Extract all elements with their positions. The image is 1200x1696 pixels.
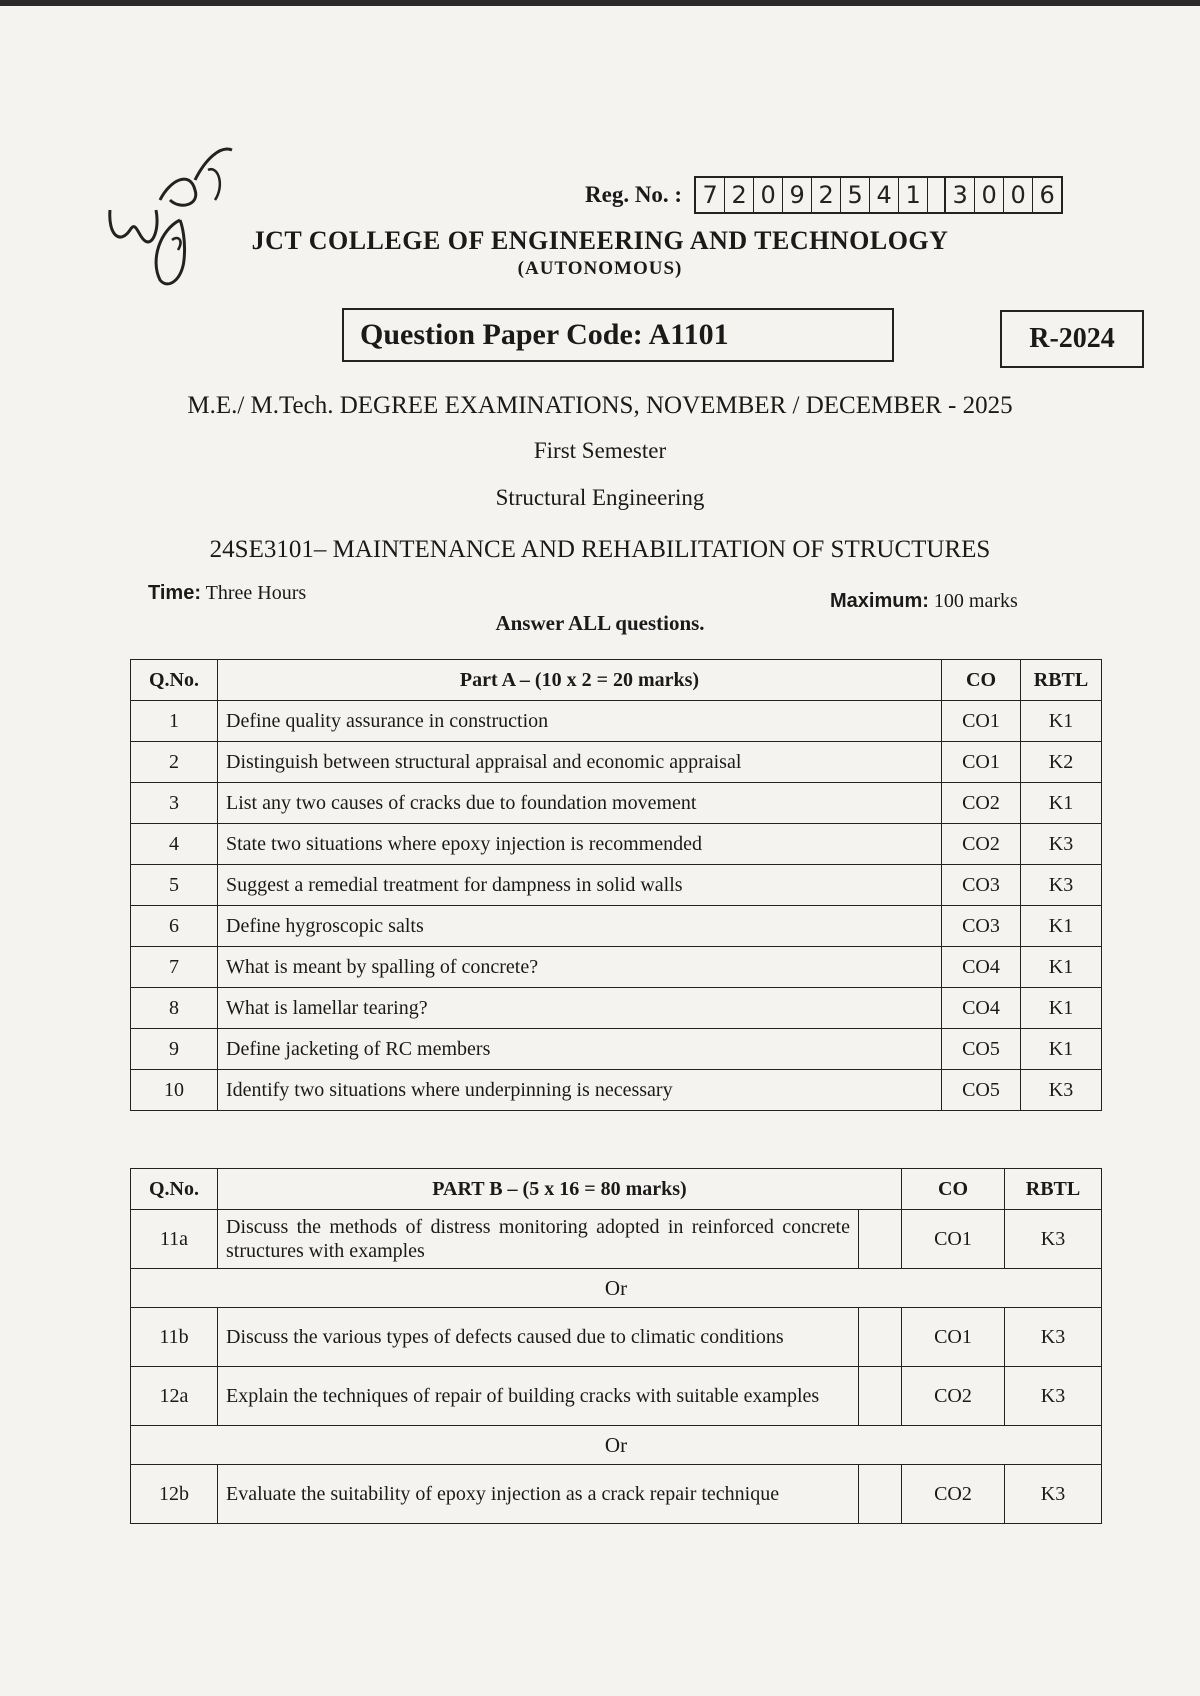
or-label: Or (131, 1426, 1102, 1465)
course-outcome: CO2 (942, 824, 1021, 865)
table-row (131, 1029, 1102, 1070)
question-number: 7 (131, 947, 218, 988)
rbtl-level: K1 (1021, 1029, 1102, 1070)
question-number: 10 (131, 1070, 218, 1111)
rbtl-level: K1 (1021, 783, 1102, 824)
reg-number-boxes (694, 176, 1063, 214)
course-outcome: CO1 (902, 1210, 1005, 1269)
reg-digit-box: 2 (725, 178, 754, 212)
question-number: 12b (131, 1465, 218, 1524)
table-row (131, 742, 1102, 783)
question-text: Explain the techniques of repair of building cracks with suitable examples (218, 1367, 859, 1426)
rbtl-level: K1 (1021, 701, 1102, 742)
question-number: 3 (131, 783, 218, 824)
question-number: 1 (131, 701, 218, 742)
table-row (131, 865, 1102, 906)
table-row (131, 947, 1102, 988)
question-text: Define jacketing of RC members (218, 1029, 942, 1070)
question-text: What is meant by spalling of concrete? (218, 947, 942, 988)
question-text: Define hygroscopic salts (218, 906, 942, 947)
question-paper-code: Question Paper Code: A1101 (342, 308, 894, 362)
reg-digit-box: 0 (975, 178, 1004, 212)
question-number: 12a (131, 1367, 218, 1426)
part-b-table (130, 1168, 1102, 1524)
rbtl-level: K3 (1005, 1465, 1102, 1524)
question-text: Evaluate the suitability of epoxy injection as a crack repair technique (218, 1465, 859, 1524)
part-a-co-header: CO (942, 660, 1021, 701)
college-status: (AUTONOMOUS) (517, 258, 683, 279)
blank-cell (859, 1210, 902, 1269)
reg-digit-box: 6 (1039, 181, 1055, 209)
course-outcome: CO1 (942, 701, 1021, 742)
or-separator-row (131, 1269, 1102, 1308)
part-a-header-row (131, 660, 1102, 701)
course-outcome: CO5 (942, 1029, 1021, 1070)
time-value: Three Hours (205, 582, 307, 604)
reg-digit-box: 0 (1004, 178, 1033, 212)
rbtl-level: K3 (1021, 1070, 1102, 1111)
course-outcome: CO1 (902, 1308, 1005, 1367)
question-number: 4 (131, 824, 218, 865)
question-text: Suggest a remedial treatment for dampness in solid walls (218, 865, 942, 906)
blank-cell (859, 1465, 902, 1524)
rbtl-level: K3 (1021, 824, 1102, 865)
part-b-header-row (131, 1169, 1102, 1210)
regulation-code: R-2024 (1000, 310, 1144, 368)
question-text: State two situations where epoxy injection is recommended (218, 824, 942, 865)
reg-digit-box: 5 (841, 178, 870, 212)
part-a-rbtl-header: RBTL (1021, 660, 1102, 701)
table-row (131, 783, 1102, 824)
time-duration (148, 582, 306, 605)
blank-cell (859, 1308, 902, 1367)
part-b-co-header: CO (902, 1169, 1005, 1210)
table-row (131, 988, 1102, 1029)
or-separator-row (131, 1426, 1102, 1465)
top-edge-rule (0, 0, 1200, 6)
question-number: 11a (131, 1210, 218, 1269)
part-a-table (130, 659, 1102, 1111)
question-text: List any two causes of cracks due to foundation movement (218, 783, 942, 824)
or-label: Or (131, 1269, 1102, 1308)
rbtl-level: K3 (1005, 1367, 1102, 1426)
question-number: 8 (131, 988, 218, 1029)
course-outcome: CO4 (942, 988, 1021, 1029)
instruction: Answer ALL questions. (495, 611, 705, 635)
course-outcome: CO3 (942, 865, 1021, 906)
reg-digit-box: 4 (870, 178, 899, 212)
part-b-rbtl-header: RBTL (1005, 1169, 1102, 1210)
reg-digit-box (928, 178, 946, 212)
question-text: Discuss the various types of defects caused due to climatic conditions (218, 1308, 859, 1367)
rbtl-level: K3 (1005, 1308, 1102, 1367)
rbtl-level: K1 (1021, 906, 1102, 947)
registration-number-row (585, 170, 1063, 220)
question-number: 5 (131, 865, 218, 906)
reg-digit-box: 2 (812, 178, 841, 212)
rbtl-level: K1 (1021, 947, 1102, 988)
course-outcome: CO2 (902, 1367, 1005, 1426)
rbtl-level: K2 (1021, 742, 1102, 783)
rbtl-level: K3 (1005, 1210, 1102, 1269)
college-name: JCT COLLEGE OF ENGINEERING AND TECHNOLOGY (251, 226, 949, 255)
rbtl-level: K1 (1021, 988, 1102, 1029)
table-row (131, 906, 1102, 947)
question-text: Define quality assurance in construction (218, 701, 942, 742)
department: Structural Engineering (495, 485, 705, 510)
question-number: 6 (131, 906, 218, 947)
reg-digit-box: 0 (754, 178, 783, 212)
question-number: 11b (131, 1308, 218, 1367)
question-text: Distinguish between structural appraisal and economic appraisal (218, 742, 942, 783)
subject-title: 24SE3101– MAINTENANCE AND REHABILITATION OF STRUCTURES (209, 536, 991, 563)
course-outcome: CO5 (942, 1070, 1021, 1111)
table-row (131, 1367, 1102, 1426)
maximum-marks (830, 590, 1018, 613)
part-a-title: Part A – (10 x 2 = 20 marks) (218, 660, 942, 701)
question-number: 2 (131, 742, 218, 783)
maximum-value: 100 marks (933, 590, 1018, 612)
table-row (131, 1308, 1102, 1367)
time-label: Time: (148, 582, 201, 604)
course-outcome: CO2 (902, 1465, 1005, 1524)
part-b-qno-header: Q.No. (131, 1169, 218, 1210)
rbtl-level: K3 (1021, 865, 1102, 906)
reg-digit-box: 9 (783, 178, 812, 212)
table-row (131, 1070, 1102, 1111)
exam-title: M.E./ M.Tech. DEGREE EXAMINATIONS, NOVEMBER / DECEMBER - 2025 (187, 392, 1013, 419)
handwritten-signature (100, 140, 240, 290)
question-number: 9 (131, 1029, 218, 1070)
semester: First Semester (533, 438, 667, 463)
question-text: Discuss the methods of distress monitoring adopted in reinforced concrete structures with examples (218, 1210, 859, 1269)
table-row (131, 1465, 1102, 1524)
part-a-qno-header: Q.No. (131, 660, 218, 701)
reg-digit-box: 1 (899, 178, 928, 212)
reg-number-label: Reg. No. : (585, 182, 683, 207)
maximum-label: Maximum: (830, 590, 929, 612)
table-row (131, 824, 1102, 865)
course-outcome: CO4 (942, 947, 1021, 988)
reg-digit-box: 7 (696, 178, 725, 212)
course-outcome: CO1 (942, 742, 1021, 783)
table-row (131, 701, 1102, 742)
reg-digit-box: 3 (946, 178, 975, 212)
part-b-title: PART B – (5 x 16 = 80 marks) (218, 1169, 902, 1210)
course-outcome: CO3 (942, 906, 1021, 947)
table-row (131, 1210, 1102, 1269)
question-text: What is lamellar tearing? (218, 988, 942, 1029)
course-outcome: CO2 (942, 783, 1021, 824)
question-text: Identify two situations where underpinning is necessary (218, 1070, 942, 1111)
blank-cell (859, 1367, 902, 1426)
